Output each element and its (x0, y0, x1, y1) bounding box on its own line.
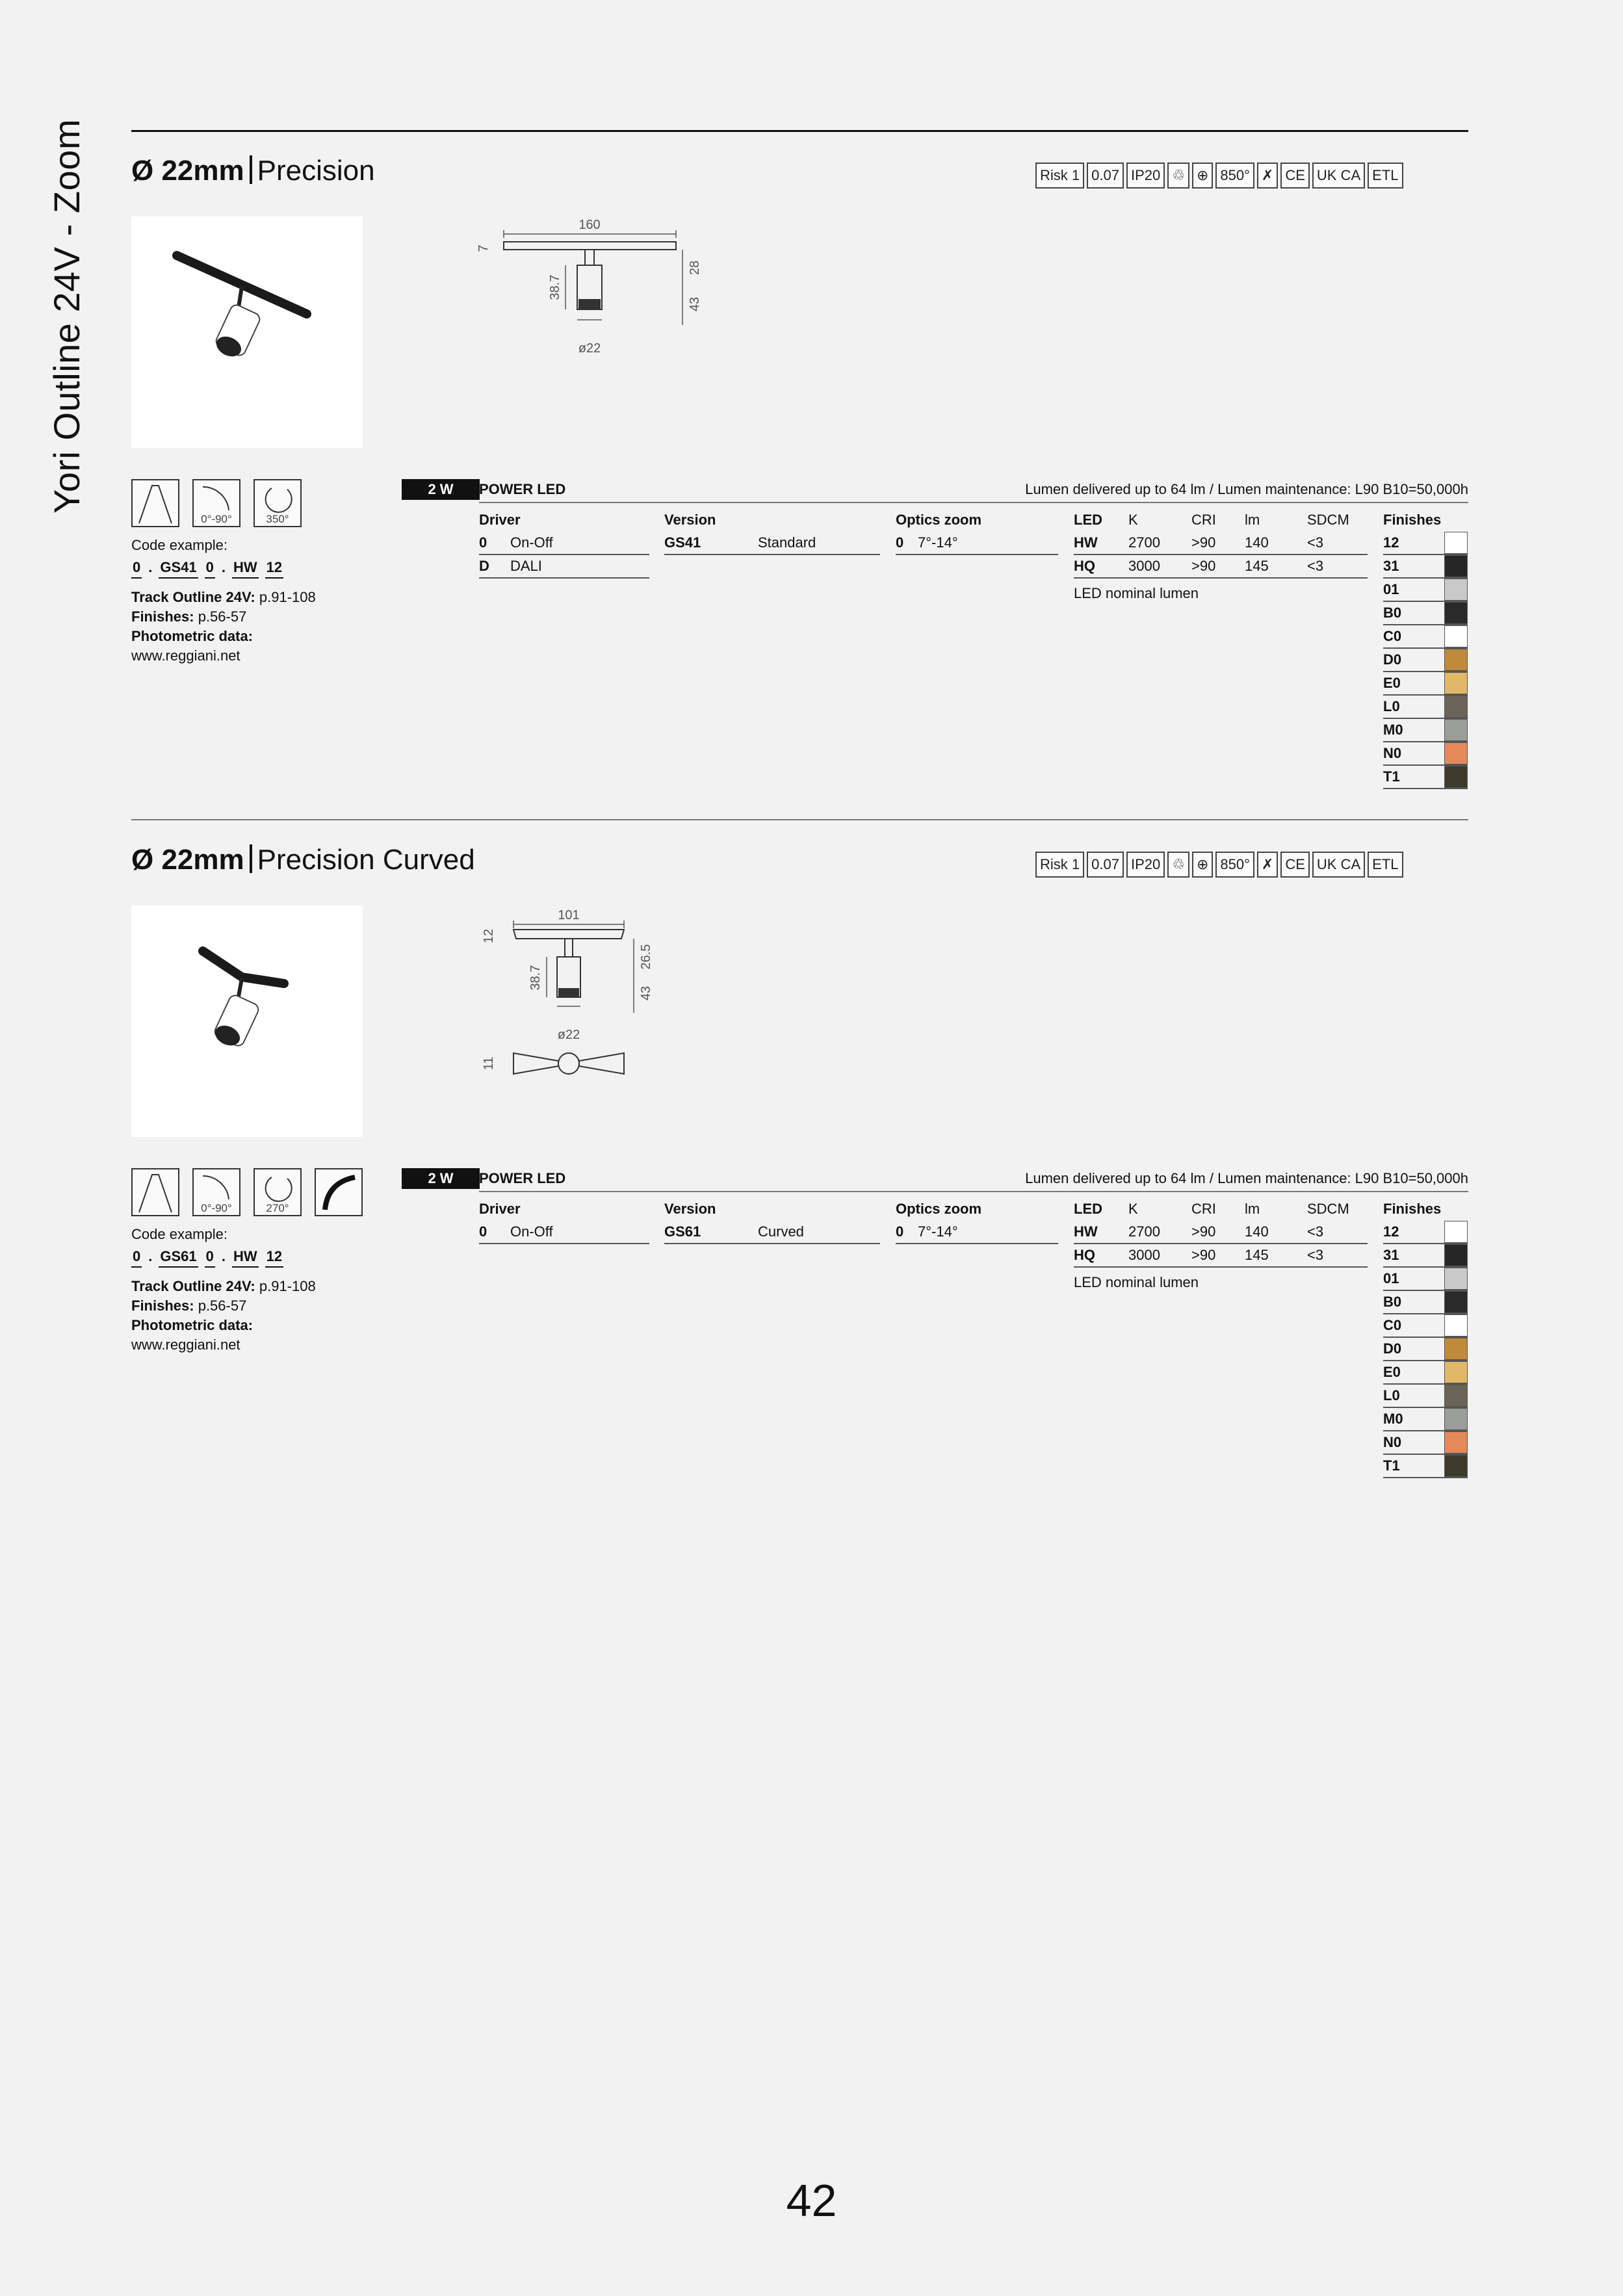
finish-row (1383, 1361, 1468, 1385)
dim-h1: 38.7 (528, 965, 543, 991)
product-title (131, 844, 475, 876)
finish-row (1383, 1244, 1468, 1268)
dim-left-small: 7 (476, 244, 491, 252)
dim-h1: 38.7 (548, 274, 562, 300)
driver-column (479, 1197, 649, 1244)
finish-swatch (1444, 1244, 1468, 1266)
optics-header: Optics zoom (896, 1201, 982, 1217)
optics-row: 0 7°-14° (896, 532, 1058, 555)
finish-code: D0 (1383, 651, 1402, 668)
led-column (1074, 508, 1368, 602)
finish-code: M0 (1383, 722, 1403, 738)
title-sub: Precision (257, 155, 375, 187)
left-info (131, 1225, 352, 1355)
glow-wire-badge: 850° (1215, 852, 1254, 878)
top-rule (131, 130, 1468, 132)
finish-swatch (1444, 766, 1468, 788)
ref-track: Track Outline 24V: p.91-108 (131, 589, 316, 605)
ip-badge: IP20 (1126, 163, 1165, 189)
website-link[interactable]: www.reggiani.net (131, 1337, 240, 1353)
finish-code: 31 (1383, 1247, 1399, 1263)
finish-row (1383, 1408, 1468, 1431)
finish-code: B0 (1383, 605, 1402, 621)
lumen-note: Lumen delivered up to 64 lm / Lumen maintenance: L90 B10=50,000h (1025, 1170, 1468, 1186)
finish-row (1383, 625, 1468, 649)
led-row: HQ 3000 >90 145 <3 (1074, 555, 1368, 579)
finish-code: D0 (1383, 1340, 1402, 1357)
led-header-row: LED K CRI lm SDCM (1074, 1201, 1349, 1217)
led-row: HW 2700 >90 140 <3 (1074, 1221, 1368, 1244)
finish-code: 31 (1383, 558, 1399, 574)
version-row: GS41 Standard (664, 532, 880, 555)
finish-swatch (1444, 1408, 1468, 1430)
power-badge: 2 W (402, 479, 480, 500)
finish-swatch (1444, 625, 1468, 647)
finish-row (1383, 602, 1468, 625)
feature-icons (131, 1168, 363, 1216)
finish-row (1383, 696, 1468, 719)
finish-swatch (1444, 555, 1468, 577)
led-column (1074, 1197, 1368, 1291)
finish-swatch (1444, 1221, 1468, 1243)
finish-row (1383, 1221, 1468, 1244)
dim-h2: 28 (688, 260, 702, 276)
finish-code: T1 (1383, 1457, 1400, 1474)
table-rule (479, 502, 1468, 503)
product-title (131, 155, 375, 187)
left-info (131, 536, 352, 666)
optics-header: Optics zoom (896, 512, 982, 528)
finish-code: N0 (1383, 1434, 1402, 1450)
certification-badges (1035, 163, 1403, 189)
finish-row (1383, 555, 1468, 579)
code-part: GS41 (159, 558, 198, 579)
finish-row (1383, 579, 1468, 602)
finish-swatch (1444, 1431, 1468, 1454)
ref-photometric: Photometric data: (131, 1317, 253, 1333)
rotation-label: 350° (266, 513, 289, 525)
rotation-icon (253, 479, 302, 527)
code-part: 0 (205, 558, 215, 579)
finishes-column (1383, 508, 1468, 789)
finish-swatch (1444, 602, 1468, 624)
class-icon: ⊕ (1192, 852, 1213, 878)
finish-row (1383, 1431, 1468, 1455)
table-rule (479, 1191, 1468, 1192)
driver-header: Driver (479, 1201, 521, 1217)
section-divider (131, 819, 1468, 820)
ref-photometric: Photometric data: (131, 628, 253, 644)
recycle-icon: ♲ (1167, 852, 1189, 878)
finish-swatch (1444, 1291, 1468, 1313)
no-cover-icon: ✗ (1257, 163, 1278, 189)
finish-code: 01 (1383, 1270, 1399, 1286)
finish-row (1383, 742, 1468, 766)
finish-row (1383, 672, 1468, 696)
finish-code: C0 (1383, 1317, 1402, 1333)
version-row: GS61 Curved (664, 1221, 880, 1244)
ref-finishes: Finishes: p.56-57 (131, 608, 247, 625)
website-link[interactable]: www.reggiani.net (131, 647, 240, 664)
weight-badge: 0.07 (1087, 852, 1124, 878)
led-type: POWER LED (479, 481, 566, 497)
recycle-icon: ♲ (1167, 163, 1189, 189)
power-badge: 2 W (402, 1168, 480, 1189)
finish-swatch (1444, 1385, 1468, 1407)
finish-swatch (1444, 532, 1468, 554)
optics-column (896, 1197, 1058, 1244)
finish-code: L0 (1383, 1387, 1400, 1403)
feature-icons (131, 479, 302, 527)
finish-code: 12 (1383, 1223, 1399, 1240)
lumen-note: Lumen delivered up to 64 lm / Lumen maintenance: L90 B10=50,000h (1025, 481, 1468, 497)
ukca-mark-icon: UK CA (1312, 163, 1365, 189)
finish-row (1383, 1385, 1468, 1408)
driver-row: 0 On-Off (479, 532, 649, 555)
dim-h3: 43 (639, 985, 653, 1001)
led-header-row: LED K CRI lm SDCM (1074, 512, 1349, 528)
led-type: POWER LED (479, 1170, 566, 1186)
finish-swatch (1444, 1361, 1468, 1383)
ce-mark-icon: CE (1280, 852, 1310, 878)
weight-badge: 0.07 (1087, 163, 1124, 189)
glow-wire-badge: 850° (1215, 163, 1254, 189)
etl-mark-icon: ETL (1368, 852, 1403, 878)
code-part: HW (232, 558, 259, 579)
dim-h2: 26.5 (639, 944, 653, 970)
ref-finishes: Finishes: p.56-57 (131, 1298, 247, 1314)
product-photo (131, 216, 363, 448)
driver-header: Driver (479, 512, 521, 528)
code-part: GS61 (159, 1247, 198, 1268)
class-icon: ⊕ (1192, 163, 1213, 189)
driver-row: 0 On-Off (479, 1221, 649, 1244)
code-part: 12 (265, 1247, 283, 1268)
title-divider (250, 155, 252, 184)
optics-column (896, 508, 1058, 555)
code-part: 0 (205, 1247, 215, 1268)
code-part: HW (232, 1247, 259, 1268)
finish-code: 12 (1383, 534, 1399, 551)
technical-drawing (474, 208, 734, 364)
finishes-column (1383, 1197, 1468, 1478)
finish-swatch (1444, 696, 1468, 718)
tilt-label: 0°-90° (201, 1202, 232, 1214)
title-sub: Precision Curved (257, 844, 475, 876)
curved-track-icon (315, 1168, 363, 1216)
driver-column (479, 508, 649, 579)
finish-code: L0 (1383, 698, 1400, 714)
dim-diameter: ø22 (557, 1028, 580, 1042)
finish-swatch (1444, 1314, 1468, 1337)
led-note: LED nominal lumen (1074, 1274, 1199, 1290)
ce-mark-icon: CE (1280, 163, 1310, 189)
finish-code: T1 (1383, 768, 1400, 785)
rotation-label: 270° (266, 1202, 289, 1214)
finish-swatch (1444, 719, 1468, 741)
led-row: HQ 3000 >90 145 <3 (1074, 1244, 1368, 1268)
tilt-icon (192, 479, 240, 527)
product-photo (131, 906, 363, 1137)
finish-row (1383, 649, 1468, 672)
finish-swatch (1444, 579, 1468, 601)
dim-left-small: 12 (482, 928, 496, 944)
page-number: 42 (786, 2175, 837, 2226)
code-part: 12 (265, 558, 283, 579)
dim-top: 101 (558, 908, 580, 922)
finish-row (1383, 1291, 1468, 1314)
certification-badges (1035, 852, 1403, 878)
code-example-label: Code example: (131, 1226, 227, 1242)
code-part: 0 (131, 558, 142, 579)
risk-badge: Risk 1 (1035, 852, 1084, 878)
finish-row (1383, 1455, 1468, 1478)
finish-code: M0 (1383, 1411, 1403, 1427)
technical-drawing (474, 897, 734, 1086)
ip-badge: IP20 (1126, 852, 1165, 878)
finish-row (1383, 1268, 1468, 1291)
optics-row: 0 7°-14° (896, 1221, 1058, 1244)
code-example: 0 . GS61 0 . HW 12 (131, 1247, 352, 1268)
title-main: Ø 22mm (131, 155, 244, 187)
title-divider (250, 844, 252, 873)
finish-code: E0 (1383, 1364, 1401, 1380)
version-header: Version (664, 1201, 716, 1217)
finishes-header: Finishes (1383, 512, 1442, 528)
code-example: 0 . GS41 0 . HW 12 (131, 558, 352, 579)
finish-code: N0 (1383, 745, 1402, 761)
dim-bottom-small: 11 (482, 1056, 496, 1071)
led-note: LED nominal lumen (1074, 585, 1199, 601)
finish-row (1383, 532, 1468, 555)
dim-diameter: ø22 (578, 341, 601, 356)
finish-row (1383, 1314, 1468, 1338)
finishes-header: Finishes (1383, 1201, 1442, 1217)
finish-row (1383, 1338, 1468, 1361)
finish-code: C0 (1383, 628, 1402, 644)
finish-swatch (1444, 742, 1468, 764)
finish-code: B0 (1383, 1294, 1402, 1310)
code-part: 0 (131, 1247, 142, 1268)
led-row: HW 2700 >90 140 <3 (1074, 532, 1368, 555)
finish-code: 01 (1383, 581, 1399, 597)
ukca-mark-icon: UK CA (1312, 852, 1365, 878)
finish-swatch (1444, 1268, 1468, 1290)
no-cover-icon: ✗ (1257, 852, 1278, 878)
driver-row: D DALI (479, 555, 649, 579)
version-column (664, 1197, 880, 1244)
finish-swatch (1444, 672, 1468, 694)
version-column (664, 508, 880, 555)
spotlight-image (131, 216, 363, 448)
finish-swatch (1444, 649, 1468, 671)
rotation-icon (253, 1168, 302, 1216)
tilt-icon (192, 1168, 240, 1216)
title-main: Ø 22mm (131, 844, 244, 876)
finish-row (1383, 719, 1468, 742)
etl-mark-icon: ETL (1368, 163, 1403, 189)
dim-h3: 43 (688, 296, 702, 312)
finish-swatch (1444, 1338, 1468, 1360)
version-header: Version (664, 512, 716, 528)
finish-swatch (1444, 1455, 1468, 1477)
beam-angle-icon (131, 1168, 179, 1216)
beam-angle-icon (131, 479, 179, 527)
ref-track: Track Outline 24V: p.91-108 (131, 1278, 316, 1294)
code-example-label: Code example: (131, 537, 227, 553)
risk-badge: Risk 1 (1035, 163, 1084, 189)
side-title: Yori Outline 24V - Zoom (46, 118, 87, 514)
finish-code: E0 (1383, 675, 1401, 691)
spotlight-image (131, 906, 363, 1137)
finish-row (1383, 766, 1468, 789)
tilt-label: 0°-90° (201, 513, 232, 525)
dim-top: 160 (578, 218, 601, 232)
